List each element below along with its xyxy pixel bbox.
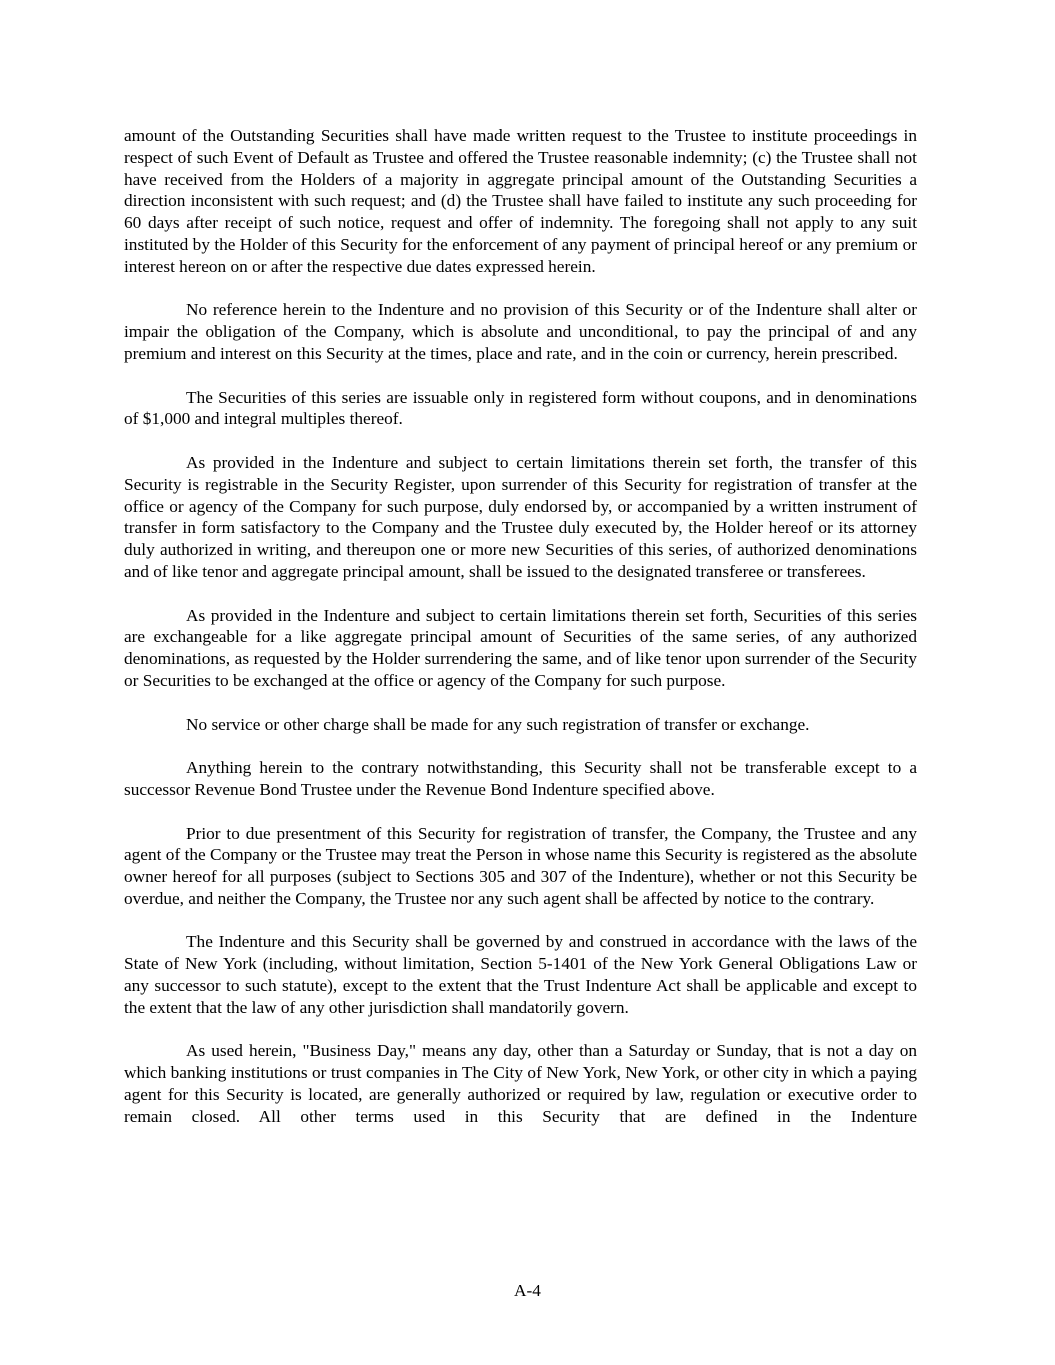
paragraph-registered-owner: Prior to due presentment of this Security for registration of transfer, the Company, the Trustee and any agent of the Company or the Trustee may treat the Person in whose name this Security is registered as the absolute owner hereof for all purposes (subject to Sections 305 and 307 of the Indenture), whether or not this Security be overdue, and neither the Company, the Trustee nor any such agent shall be affected by notice to the contrary.	[124, 823, 917, 908]
paragraph-exchange: As provided in the Indenture and subject to certain limitations therein set forth, Securities of this series are exchangeable for a like aggregate principal amount of Securities of the same series, of any authorized denominations, as requested by the Holder surrendering the same, and of like tenor upon surrender of the Security or Securities to be exchanged at the office or agency of the Company for such purpose.	[124, 605, 917, 690]
page-number: A-4	[514, 1281, 541, 1300]
paragraph-governing-law: The Indenture and this Security shall be governed by and construed in accordance with the laws of the State of New York (including, without limitation, Section 5-1401 of the New York General Obligations Law or any successor to such statute), except to the extent that the Trust Indenture Act shall be applicable and except to the extent that the law of any other jurisdiction shall mandatorily govern.	[124, 932, 917, 1017]
paragraph-service-charge: No service or other charge shall be made for any such registration of transfer or exchange.	[186, 714, 810, 734]
paragraph-denominations: The Securities of this series are issuable only in registered form without coupons, and in denominations of $1,000 and integral multiples thereof.	[124, 387, 917, 429]
paragraph-remedies-limitation: amount of the Outstanding Securities shall have made written request to the Trustee to institute proceedings in respect of such Event of Default as Trustee and offered the Trustee reasonable indemnity; (c) the Trustee shall not have received from the Holders of a majority in aggregate principal amount of the Outstanding Securities a direction inconsistent with such request; and (d) the Trustee shall have failed to institute any such proceeding for 60 days after receipt of such notice, request and offer of indemnity. The foregoing shall not apply to any suit instituted by the Holder of this Security for the enforcement of any payment of principal hereof or any premium or interest hereon on or after the respective due dates expressed herein.	[124, 126, 917, 276]
paragraph-absolute-obligation: No reference herein to the Indenture and no provision of this Security or of the Indenture shall alter or impair the obligation of the Company, which is absolute and unconditional, to pay the principal of and any premium and interest on this Security at the times, place and rate, and in the coin or currency, herein prescribed.	[124, 300, 917, 363]
paragraph-business-day: As used herein, "Business Day," means any day, other than a Saturday or Sunday, that is not a day on which banking institutions or trust companies in The City of New York, New York, or other city in which a paying agent for this Security is located, are generally authorized or required by law, regulation or executive order to remain closed. All other terms used in this Security that are defined in the Indenture	[124, 1041, 917, 1126]
document-body	[124, 125, 917, 1128]
paragraph-transfer-restriction: Anything herein to the contrary notwithstanding, this Security shall not be transferable except to a successor Revenue Bond Trustee under the Revenue Bond Indenture specified above.	[124, 758, 917, 799]
paragraph-transfer-registration: As provided in the Indenture and subject to certain limitations therein set forth, the transfer of this Security is registrable in the Security Register, upon surrender of this Security for registration of transfer at the office or agency of the Company for such purpose, duly endorsed by, or accompanied by a written instrument of transfer in form satisfactory to the Company and the Trustee duly executed by, the Holder hereof or its attorney duly authorized in writing, and thereupon one or more new Securities of this series, of authorized denominations and of like tenor and aggregate principal amount, shall be issued to the designated transferee or transferees.	[124, 452, 917, 581]
